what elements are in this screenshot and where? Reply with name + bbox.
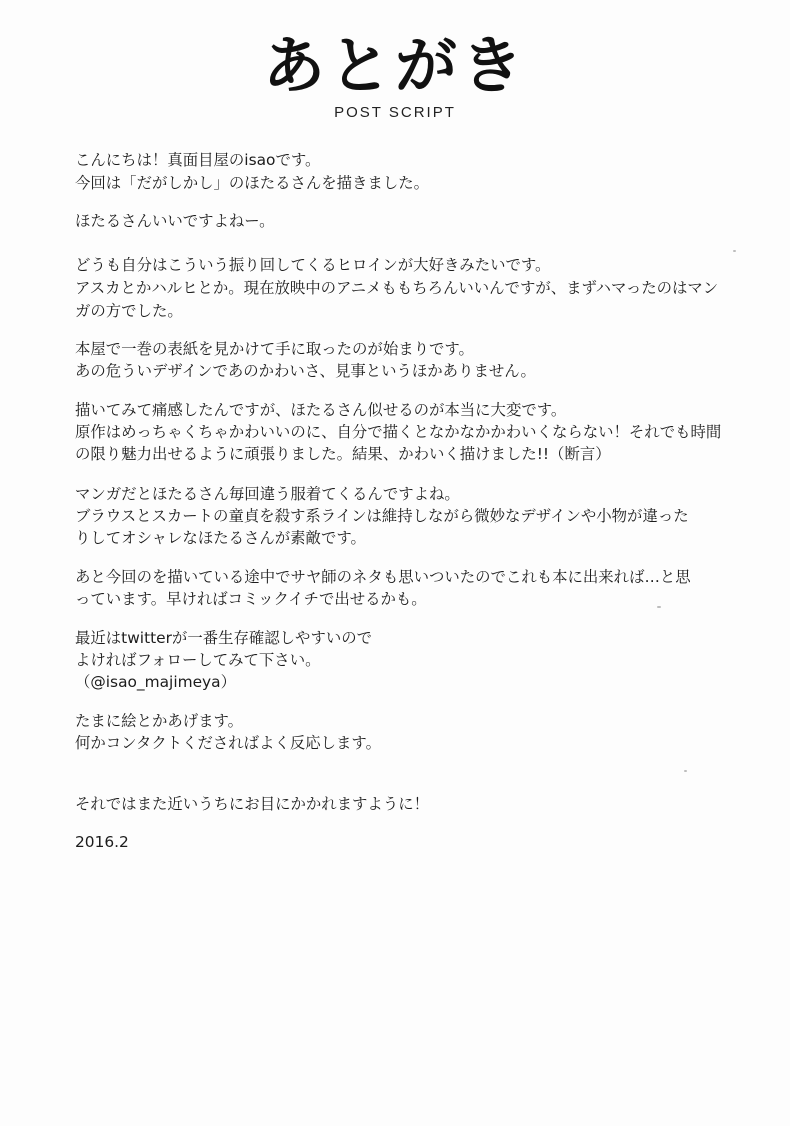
body-line: りしてオシャレなほたるさんが素敵です。	[75, 529, 366, 547]
closing-line: それではまた近いうちにお目にかかれますように！	[75, 795, 429, 813]
body-line: 最近はtwitterが一番生存確認しやすいので	[75, 629, 373, 647]
body-line: ガの方でした。	[75, 302, 183, 320]
scan-speck	[684, 770, 687, 772]
body-line: 描いてみて痛感したんですが、ほたるさん似せるのが本当に大変です。	[75, 401, 567, 419]
body-line: どうも自分はこういう振り回してくるヒロインが大好きみたいです。	[75, 256, 551, 274]
body-line: よければフォローしてみて下さい。	[75, 651, 321, 669]
body-line: の限り魅力出せるように頑張りました。結果、かわいく描けました!!（断言）	[75, 445, 611, 463]
body-line: ブラウスとスカートの童貞を殺す系ラインは維持しながら微妙なデザインや小物が違った	[75, 507, 689, 525]
body-line: 今回は「だがしかし」のほたるさんを描きました。	[75, 174, 429, 192]
page-title: あとがき	[262, 29, 527, 102]
body-line: あと今回のを描いている途中でサヤ師のネタも思いついたのでこれも本に出来れば…と思	[75, 568, 691, 586]
body-line: こんにちは！真面目屋のisaoです。	[75, 151, 321, 169]
body-line: （@isao_majimeya）	[75, 673, 236, 691]
scan-speck	[733, 250, 736, 252]
body-line: あの危ういデザインであのかわいさ、見事というほかありません。	[75, 362, 536, 380]
page-subtitle: POST SCRIPT	[334, 104, 456, 121]
body-line: 何かコンタクトくださればよく反応します。	[75, 734, 381, 752]
body-line: ほたるさんいいですよねー。	[75, 212, 275, 230]
date-line: 2016.2	[75, 833, 129, 851]
body-line: マンガだとほたるさん毎回違う服着てくるんですよね。	[75, 485, 460, 503]
body-line: 原作はめっちゃくちゃかわいいのに、自分で描くとなかなかかわいくならない！それでも時間	[75, 423, 722, 441]
body-line: 本屋で一巻の表紙を見かけて手に取ったのが始まりです。	[75, 340, 474, 358]
body-line: たまに絵とかあげます。	[75, 712, 244, 730]
body-line: アスカとかハルヒとか。現在放映中のアニメももちろんいいんですが、まずハマったのはマン	[75, 279, 719, 297]
scan-speck	[657, 606, 661, 608]
body-line: っています。早ければコミックイチで出せるかも。	[75, 590, 427, 608]
